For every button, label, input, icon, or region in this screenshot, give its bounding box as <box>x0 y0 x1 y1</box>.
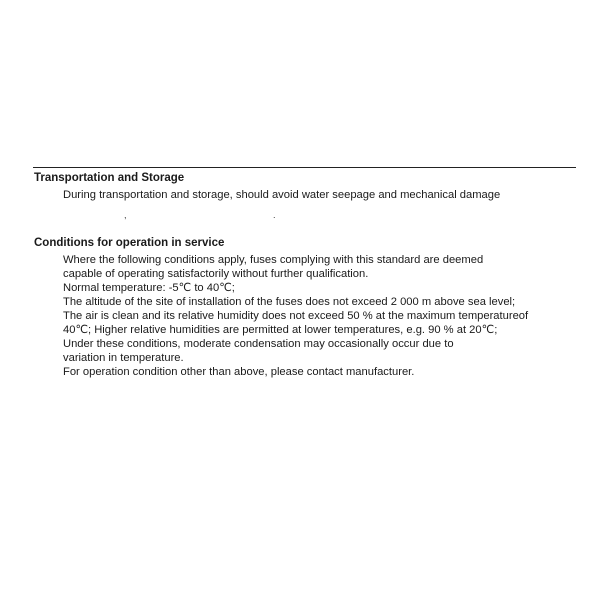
conditions-line: For operation condition other than above, please contact manufacturer. <box>63 366 415 378</box>
conditions-line: Normal temperature: -5℃ to 40℃; <box>63 282 235 294</box>
transportation-text-block <box>63 188 500 202</box>
conditions-line: Under these conditions, moderate condensation may occasionally occur due to <box>63 338 454 350</box>
conditions-line: The air is clean and its relative humidity does not exceed 50 % at the maximum temperatureof <box>63 310 529 322</box>
transportation-text: During transportation and storage, should avoid water seepage and mechanical damage <box>63 189 501 201</box>
transportation-heading: Transportation and Storage <box>34 172 185 184</box>
conditions-line: 40℃; Higher relative humidities are permitted at lower temperatures, e.g. 90 % at 20℃; <box>63 324 498 336</box>
conditions-line: The altitude of the site of installation of the fuses does not exceed 2 000 m above sea level; <box>63 296 516 308</box>
conditions-line: capable of operating satisfactorily without further qualification. <box>63 268 369 280</box>
conditions-line: variation in temperature. <box>63 352 184 364</box>
conditions-text-block <box>63 253 528 379</box>
conditions-line: Where the following conditions apply, fuses complying with this standard are deemed <box>63 254 484 266</box>
conditions-heading: Conditions for operation in service <box>34 237 225 249</box>
section-divider <box>33 167 576 168</box>
artifact-mark: . <box>273 210 276 220</box>
artifact-mark: , <box>124 210 127 220</box>
